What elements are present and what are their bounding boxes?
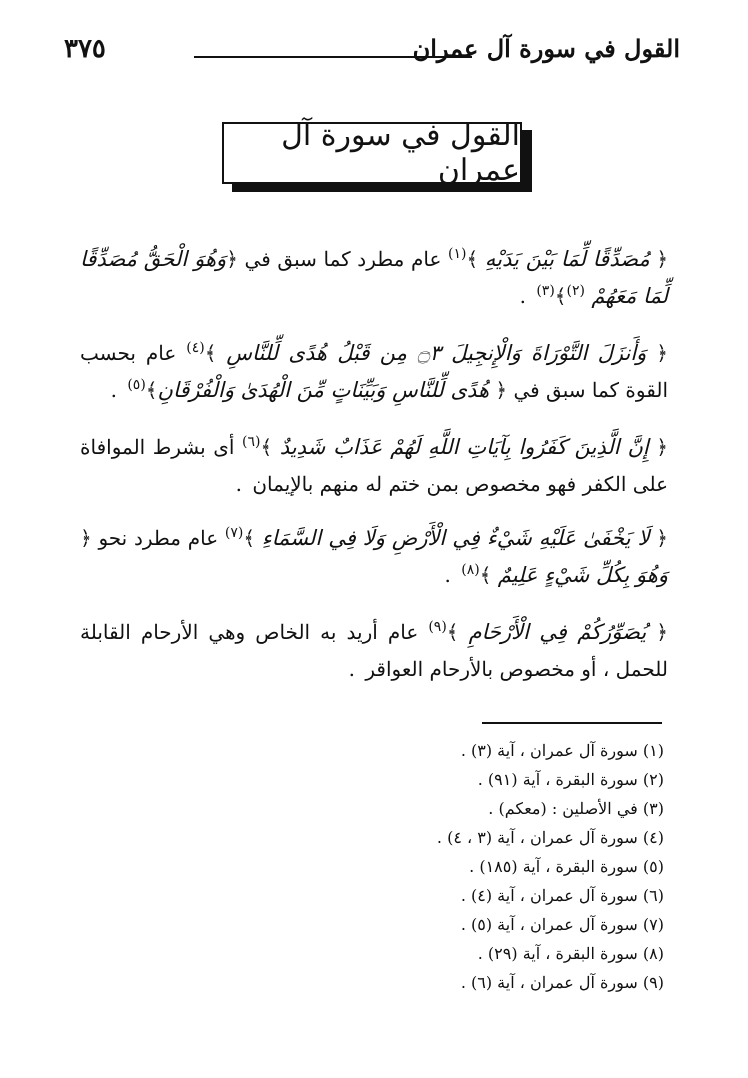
footnote-7: (٧) سورة آل عمران ، آية (٥) . [460,915,664,934]
sentence-end: . [519,284,526,308]
ornate-bracket-close: ﴾ [554,284,567,308]
running-title: القول في سورة آل عمران [412,34,680,63]
quran-quote: وَهُوَ بِكُلِّ شَيْءٍ عَلِيمٌ [497,563,668,587]
ornate-bracket-open: ﴿ [656,435,668,459]
ornate-bracket-open: ﴿ [495,378,508,402]
footnote-ref: (٦) [242,434,261,450]
footnote-ref: (٩) [428,619,447,635]
chapter-title: القول في سورة آل عمران [281,118,520,188]
commentary-text: عام مطرد كما سبق في [244,247,442,271]
footnote-3: (٣) في الأصلين : (معكم) . [488,799,664,818]
footnote-ref: (٣) [536,283,555,299]
ornate-bracket-close: ﴾ [260,435,273,459]
ornate-bracket-close: ﴾ [243,526,256,550]
footnote-8: (٨) سورة البقرة ، آية (٢٩) . [477,944,664,963]
ornate-bracket-open: ﴿ [80,526,92,550]
ornate-bracket-close: ﴾ [204,341,217,365]
footnotes [437,736,664,997]
sentence-end: . [348,657,356,681]
quran-quote: يُصَوِّرُكُمْ فِي الْأَرْحَامِ [468,620,647,644]
footnote-ref: (١) [448,246,467,262]
page-number: ٣٧٥ [64,34,106,64]
paragraph-1 [80,242,668,316]
paragraph-2 [80,336,668,410]
quran-quote: لَا يَخْفَىٰ عَلَيْهِ شَيْءٌ فِي الْأَرْضِ وَلَا فِي السَّمَاءِ [261,526,650,550]
quran-quote: وَأَنزَلَ التَّوْرَاةَ وَالْإِنجِيلَ ۝٣ مِن قَبْلُ هُدًى لِّلنَّاسِ [226,341,647,365]
paragraph-3 [80,430,668,501]
footnote-6: (٦) سورة آل عمران ، آية (٤) . [460,886,664,905]
footnote-ref: (٧) [224,525,244,541]
quran-quote: مُصَدِّقًا لِّمَا بَيْنَ يَدَيْهِ [484,247,650,271]
sentence-end: . [444,563,451,587]
page-header [64,34,680,74]
commentary-text: عام بحسب القوة كما سبق في [80,341,668,402]
ornate-bracket-open: ﴿ [226,247,238,271]
body-text [80,222,668,696]
footnote-5: (٥) سورة البقرة ، آية (١٨٥) . [469,857,664,876]
ornate-bracket-close: ﴾ [145,378,158,402]
commentary-text: عام مطرد نحو [98,526,219,550]
footnote-2: (٢) سورة البقرة ، آية (٩١) . [477,770,664,789]
ornate-bracket-open: ﴿ [656,341,668,365]
sentence-end: . [235,472,242,496]
ornate-bracket-close: ﴾ [446,620,459,644]
commentary-text: أى بشرط الموافاة على الكفر فهو مخصوص بمن ختم له منهم بالإيمان [80,435,668,496]
footnote-ref: (٤) [186,340,205,356]
commentary-text: عام أريد به الخاص وهي الأرحام القابلة للحمل ، أو مخصوص بالأرحام العواقر [80,620,668,681]
ornate-bracket-open: ﴿ [656,247,669,271]
ornate-bracket-open: ﴿ [656,620,669,644]
footnote-4: (٤) سورة آل عمران ، آية (٣ ، ٤) . [436,828,664,847]
chapter-title-box [222,118,522,188]
quran-quote: وَهُوَ الْحَقُّ مُصَدِّقًا لِّمَا مَعَهُمْ [80,247,668,308]
paragraph-5 [80,615,668,686]
sentence-end: . [110,378,117,402]
footnote-1: (١) سورة آل عمران ، آية (٣) . [460,741,664,760]
quran-quote: إِنَّ الَّذِينَ كَفَرُوا بِآيَاتِ اللَّهِ لَهُمْ عَذَابٌ شَدِيدٌ [279,435,649,459]
footnote-ref: (٢) [566,283,585,299]
footnote-ref: (٨) [461,562,480,578]
footnote-separator [482,722,662,724]
ornate-bracket-close: ﴾ [479,563,492,587]
quran-quote: هُدًى لِّلنَّاسِ وَبَيِّنَاتٍ مِّنَ الْهُدَىٰ وَالْفُرْقَانِ [157,378,490,402]
ornate-bracket-open: ﴿ [656,526,668,550]
paragraph-4 [80,521,668,595]
footnote-9: (٩) سورة آل عمران ، آية (٦) . [460,973,664,992]
ornate-bracket-close: ﴾ [466,247,479,271]
footnote-ref: (٥) [127,377,146,393]
